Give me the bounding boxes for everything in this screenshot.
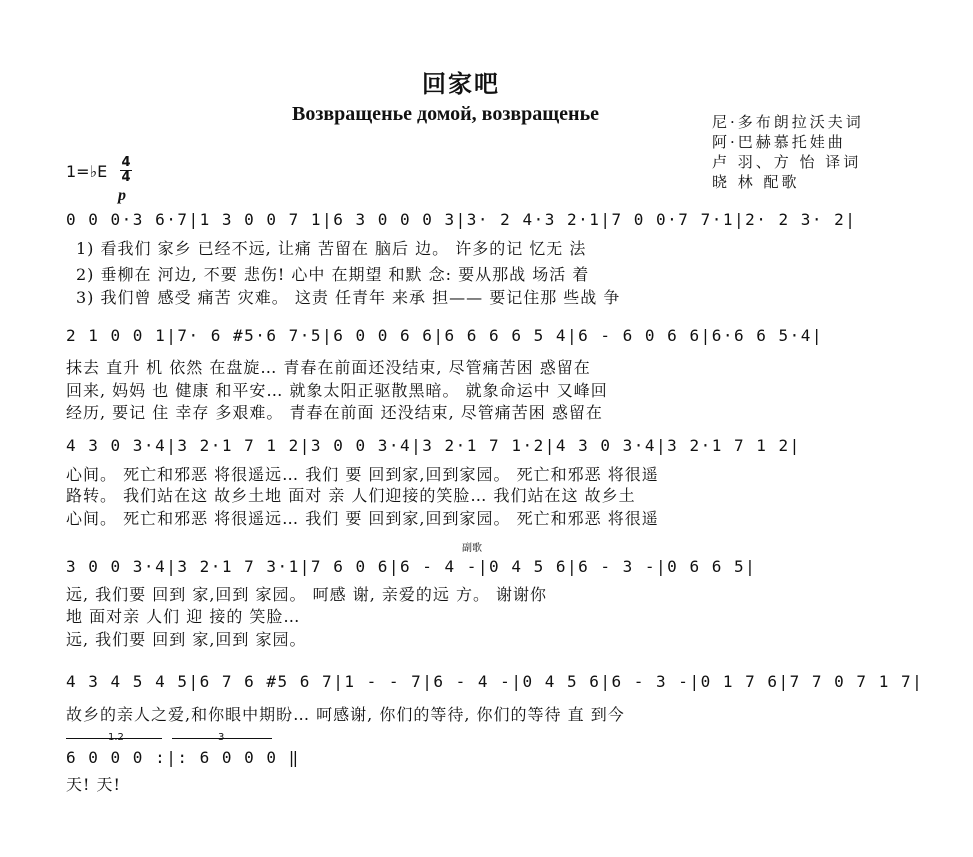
credit-composer: 阿·巴赫慕托娃曲 <box>712 133 846 151</box>
system-3-notes: 4 3 0 3·4|3 2·1 7 1 2|3 0 0 3·4|3 2·1 7 1·2|4 3 0 3·4|3 2·1 7 1 2| <box>66 436 801 455</box>
time-signature-top: 4 <box>121 155 131 170</box>
time-signature-bottom: 4 <box>121 170 131 185</box>
system-2-lyrics-verse-1: 抹去 直升 机 依然 在盘旋… 青春在前面还没结束, 尽管痛苦困 惑留在 <box>66 358 591 377</box>
system-3-lyrics-verse-3: 心间。 死亡和邪恶 将很遥远… 我们 要 回到家,回到家园。 死亡和邪恶 将很遥 <box>66 509 659 528</box>
system-4-lyrics-verse-2: 地 面对亲 人们 迎 接的 笑脸… <box>66 607 301 626</box>
system-1-lyrics-verse-2: 2) 垂柳在 河边, 不要 悲伤! 心中 在期望 和默 念: 要从那战 场活 着 <box>76 265 590 284</box>
credit-translator: 卢 羽、方 怡 译词 <box>712 153 862 171</box>
dynamic-marking: p <box>118 187 126 204</box>
system-6-notes: 6 0 0 0 :|: 6 0 0 0 ‖ <box>66 748 300 767</box>
song-title: 回家吧 <box>422 70 500 98</box>
system-2-lyrics-verse-3: 经历, 要记 住 幸存 多艰难。 青春在前面 还没结束, 尽管痛苦困 惑留在 <box>66 403 603 422</box>
system-5-notes: 4 3 4 5 4 5|6 7 6 #5 6 7|1 - - 7|6 - 4 -|0 4 5 6|6 - 3 -|0 1 7 6|7 7 0 7 1 7| <box>66 672 924 691</box>
system-5-lyrics: 故乡的亲人之爱,和你眼中期盼… 呵感谢, 你们的等待, 你们的等待 直 到今 <box>66 705 625 724</box>
volta-2-label: 3 <box>218 732 225 743</box>
system-4-lyrics-verse-1: 远, 我们要 回到 家,回到 家园。 呵感 谢, 亲爱的远 方。 谢谢你 <box>66 585 548 604</box>
system-2-lyrics-verse-2: 回来, 妈妈 也 健康 和平安… 就象太阳正驱散黑暗。 就象命运中 又峰回 <box>66 381 608 400</box>
credit-lyricist: 尼·多布朗拉沃夫词 <box>712 113 864 131</box>
system-2-notes: 2 1 0 0 1|7· 6 #5·6 7·5|6 0 0 6 6|6 6 6 6 5 4|6 - 6 0 6 6|6·6 6 5·4| <box>66 326 824 345</box>
key-signature: 1=♭E <box>66 162 108 181</box>
system-3-lyrics-verse-2: 路转。 我们站在这 故乡土地 面对 亲 人们迎接的笑脸… 我们站在这 故乡土 <box>66 486 636 505</box>
volta-1-label: 1.2 <box>108 732 124 743</box>
system-1-lyrics-verse-1: 1) 看我们 家乡 已经不远, 让痛 苦留在 脑后 边。 许多的记 忆无 法 <box>76 239 587 258</box>
system-1-notes: 0 0 0·3 6·7|1 3 0 0 7 1|6 3 0 0 0 3|3· 2 4·3 2·1|7 0 0·7 7·1|2· 2 3· 2| <box>66 210 857 229</box>
chorus-marker: 副歌 <box>462 543 482 554</box>
system-4-lyrics-verse-3: 远, 我们要 回到 家,回到 家园。 <box>66 630 307 649</box>
system-4-notes: 3 0 0 3·4|3 2·1 7 3·1|7 6 0 6|6 - 4 -|0 4 5 6|6 - 3 -|0 6 6 5| <box>66 557 757 576</box>
credit-arranger: 晓 林 配歌 <box>712 173 800 191</box>
time-signature <box>120 156 132 185</box>
volta-brackets <box>66 732 276 748</box>
song-subtitle: Возвращенье домой, возвращенье <box>292 103 600 125</box>
system-6-lyrics: 天! 天! <box>66 775 121 794</box>
system-3-lyrics-verse-1: 心间。 死亡和邪恶 将很遥远… 我们 要 回到家,回到家园。 死亡和邪恶 将很遥 <box>66 465 659 484</box>
system-1-lyrics-verse-3: 3) 我们曾 感受 痛苦 灾难。 这责 任青年 来承 担—— 要记住那 些战 争 <box>76 288 621 307</box>
